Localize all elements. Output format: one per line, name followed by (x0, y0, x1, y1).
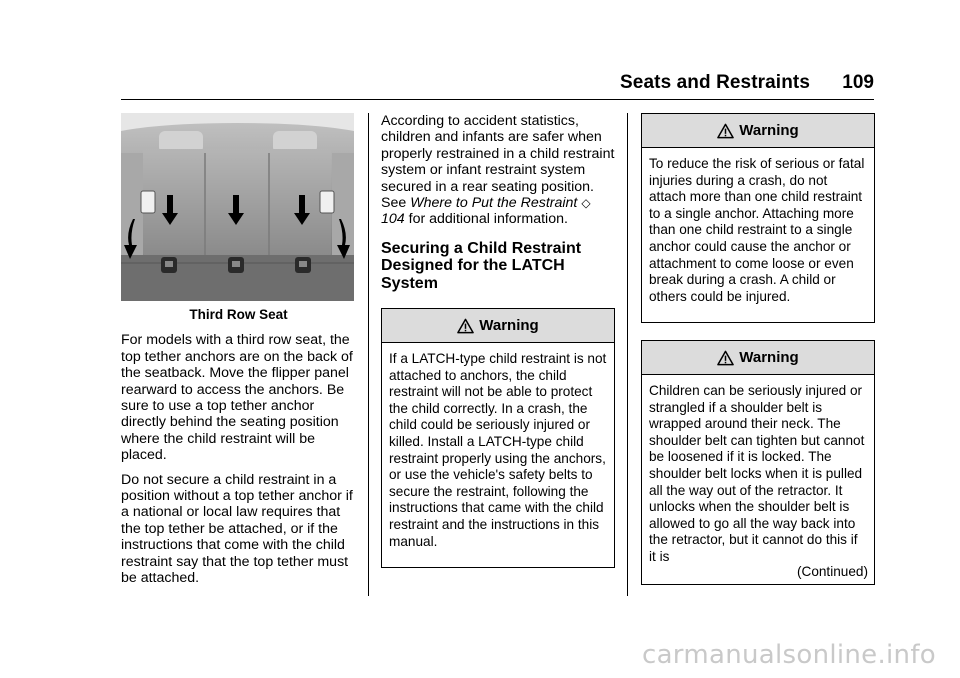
warning-box-single-anchor (641, 113, 875, 323)
warning-triangle-icon (457, 318, 474, 334)
column-divider-left (368, 113, 369, 596)
page-number: 109 (842, 72, 874, 93)
figure-caption: Third Row Seat (189, 307, 288, 322)
warning-triangle-icon (717, 350, 734, 366)
warning-title: Warning (739, 122, 799, 139)
arrow-down-icon (162, 195, 178, 225)
left-column (121, 113, 356, 595)
warning-title: Warning (739, 349, 799, 366)
warning-box-shoulder-belt (641, 340, 875, 585)
cross-reference-link[interactable]: Where to Put the Restraint (410, 195, 578, 212)
warning-header (642, 114, 874, 148)
warning-body: To reduce the risk of serious or fatal injuries during a crash, do not attach more than one child restraint to a single anchor. Attaching more than one child restraint to a single anchor could cause the anchor or attachment to come loose or even break during a crash. A child or others could be injured. (649, 156, 865, 304)
continued-label: (Continued) (796, 564, 868, 579)
warning-box-latch (381, 308, 615, 568)
arrow-down-icon (294, 195, 310, 225)
page-reference-icon: ◇ (581, 196, 591, 211)
paragraph-tether-anchors: For models with a third row seat, the top tether anchors are on the back of the seatback. Move the flipper panel rearward to access the anchors. Be sure to use a top tether anchor directly behind the seating position where the child restraint will be placed. (121, 332, 353, 464)
warning-header (642, 341, 874, 375)
middle-column (381, 113, 615, 308)
warning-header (382, 309, 614, 343)
column-divider-right (627, 113, 628, 596)
paragraph-accident-statistics (381, 113, 615, 228)
page-reference-number[interactable]: 104 (381, 211, 405, 228)
warning-body: Children can be seriously injured or strangled if a shoulder belt is wrapped around their neck. The shoulder belt can tighten but cannot be loosened if it is locked. The shoulder belt locks when it is pulled all the way out of the retractor. It unlocks when the shoulder belt is allowed to go all the way back into the retractor, but it cannot do this if it is (649, 383, 865, 564)
third-row-seat-photo (121, 113, 354, 301)
arrow-down-icon (337, 219, 353, 259)
arrow-down-icon (228, 195, 244, 225)
outro-text: for additional information. (408, 211, 568, 228)
section-subheading: Securing a Child Restraint Designed for the LATCH System (381, 239, 582, 292)
page-header (0, 0, 960, 100)
warning-title: Warning (479, 317, 539, 334)
warning-body: If a LATCH-type child restraint is not attached to anchors, the child restraint will not be able to protect the child correctly. In a crash, the child could be seriously injured or killed. Install a LATCH-type child restraint properly using the anchors, or use the vehicle's safety belts to secure the restraint, following the instructions that came with the child restraint and the instructions in this manual. (389, 351, 607, 549)
watermark: carmanualsonline.info (641, 640, 936, 670)
section-title: Seats and Restraints (620, 72, 810, 93)
intro-text: According to accident statistics, children and infants are safer when properly restrained in a child restraint system or infant restraint system secured in a rear seating position. See (381, 113, 615, 212)
paragraph-top-tether-law: Do not secure a child restraint in a position without a top tether anchor if a national or local law requires that the top tether be attached, or if the instructions that come with the child restraint say that the top tether must be attached. (121, 471, 353, 587)
warning-triangle-icon (717, 123, 734, 139)
header-rule (121, 99, 874, 100)
arrow-down-icon (123, 219, 139, 259)
